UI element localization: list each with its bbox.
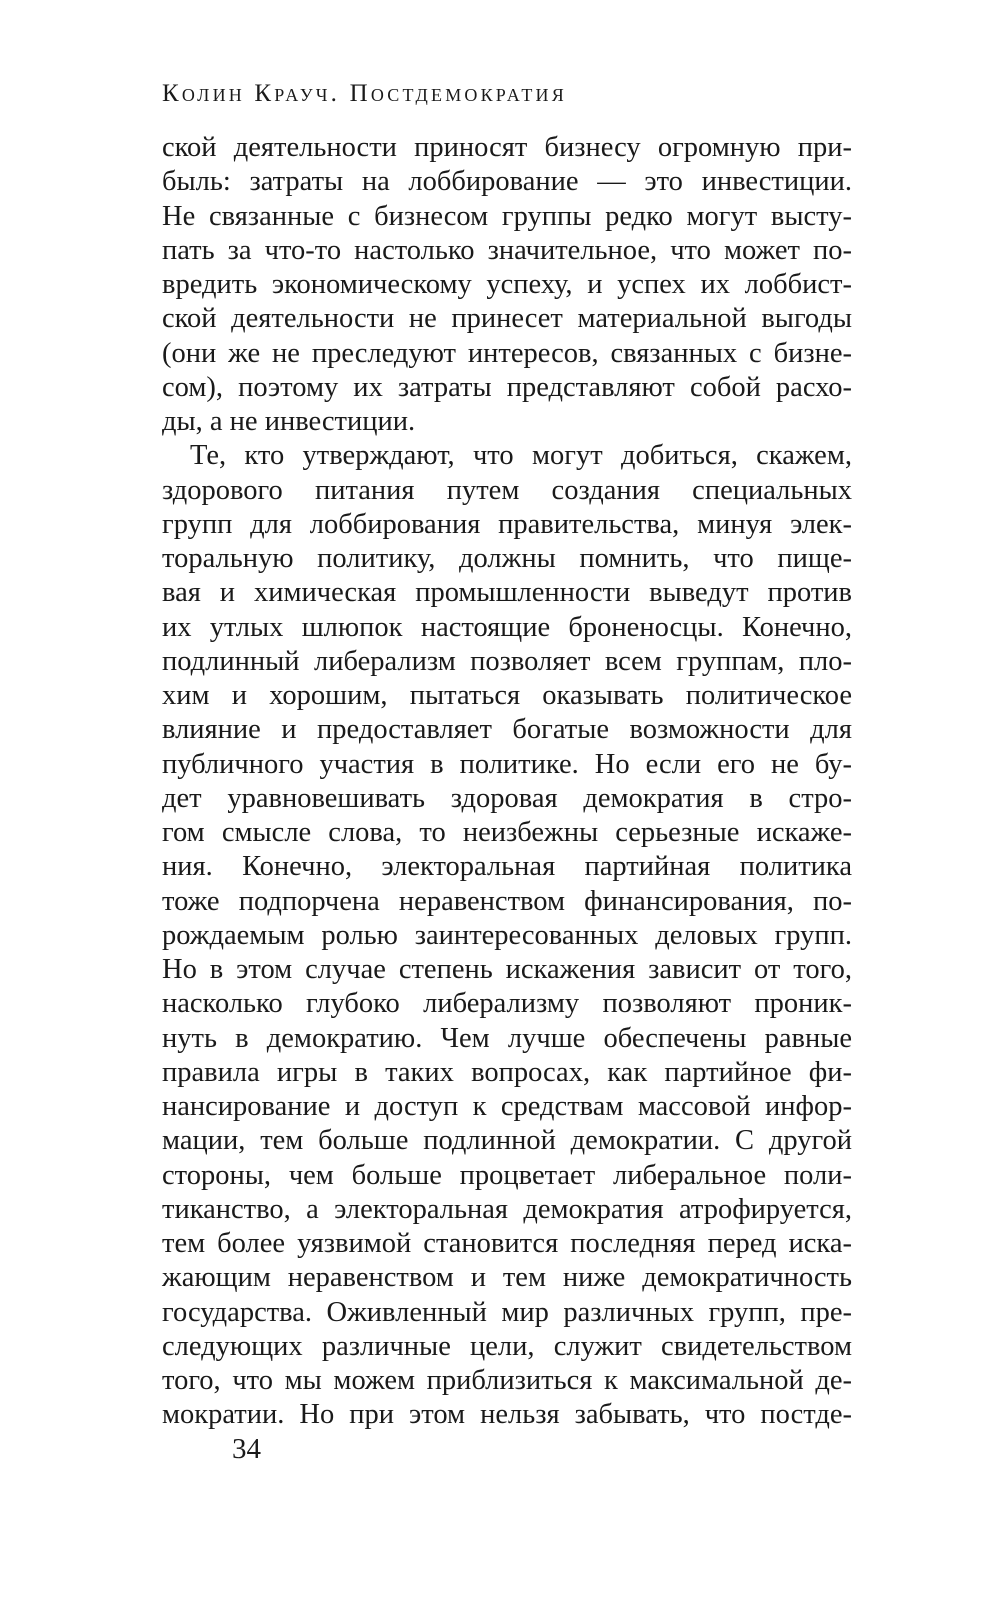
- text-line: влияние и предоставляет богатые возможности для: [162, 714, 852, 746]
- text-line: торальную политику, должны помнить, что пище-: [162, 543, 852, 574]
- text-line: тем более уязвимой становится последняя перед иска-: [162, 1228, 852, 1259]
- text-line: тиканство, а электоральная демократия атрофируется,: [162, 1193, 852, 1225]
- text-line: их утлых шлюпок настоящие броненосцы. Конечно,: [162, 611, 852, 643]
- text-line: хим и хорошим, пытаться оказывать политическое: [162, 680, 852, 711]
- text-line: того, что мы можем приблизиться к максимальной де-: [162, 1365, 852, 1396]
- text-line: пать за что-то настолько значительное, что может по-: [162, 234, 852, 266]
- text-line: гом смысле слова, то неизбежны серьезные искаже-: [162, 817, 852, 848]
- text-line: насколько глубоко либерализму позволяют проник-: [162, 988, 852, 1020]
- paragraph-start-line: Те, кто утверждают, что могут добиться, скажем,: [190, 440, 852, 472]
- text-line: вредить экономическому успеху, и успех их лоббист-: [162, 269, 852, 300]
- text-line: групп для лоббирования правительства, минуя элек-: [162, 508, 852, 540]
- text-line: ния. Конечно, электоральная партийная политика: [162, 851, 852, 883]
- text-line: дет уравновешивать здоровая демократия в стро-: [162, 782, 852, 814]
- text-line: нуть в демократию. Чем лучше обеспечены равные: [162, 1022, 852, 1054]
- paragraph-end-line: ды, а не инвестиции.: [162, 406, 416, 437]
- text-line: стороны, чем больше процветает либеральное поли-: [162, 1159, 852, 1191]
- text-line: публичного участия в политике. Но если его не бу-: [162, 748, 852, 780]
- text-line: быль: затраты на лоббирование — это инвестиции.: [162, 166, 852, 198]
- text-line: Но в этом случае степень искажения зависит от того,: [162, 954, 852, 985]
- text-line: здорового питания путем создания специальных: [162, 474, 852, 506]
- text-line: (они же не преследуют интересов, связанных с бизне-: [162, 337, 852, 369]
- running-head: Колин Крауч. Постдемократия: [162, 80, 567, 107]
- text-line: следующих различные цели, служит свидетельством: [162, 1330, 852, 1362]
- text-line: сом), поэтому их затраты представляют собой расхо-: [162, 371, 852, 403]
- text-line: Не связанные с бизнесом группы редко могут высту-: [162, 200, 852, 232]
- text-line: вая и химическая промышленности выведут против: [162, 577, 852, 609]
- text-line: государства. Оживленный мир различных групп, пре-: [162, 1296, 852, 1328]
- text-line: ской деятельности не принесет материальной выгоды: [162, 303, 852, 335]
- text-line: нансирование и доступ к средствам массовой инфор-: [162, 1091, 852, 1122]
- text-line: мократии. Но при этом нельзя забывать, что постде-: [162, 1399, 852, 1431]
- page-number: 34: [232, 1433, 261, 1465]
- text-line: ской деятельности приносят бизнесу огромную при-: [162, 132, 852, 163]
- text-line: жающим неравенством и тем ниже демократичность: [162, 1262, 852, 1294]
- text-line: подлинный либерализм позволяет всем группам, пло-: [162, 645, 852, 677]
- text-line: рождаемым ролью заинтересованных деловых групп.: [162, 919, 852, 951]
- text-line: тоже подпорчена неравенством финансирования, по-: [162, 885, 852, 917]
- text-line: правила игры в таких вопросах, как партийное фи-: [162, 1056, 852, 1088]
- body-text: [162, 131, 852, 1433]
- text-line: мации, тем больше подлинной демократии. С другой: [162, 1125, 852, 1157]
